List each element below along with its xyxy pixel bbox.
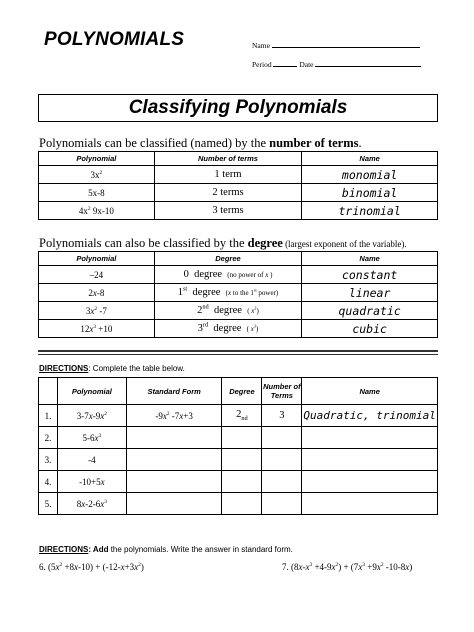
date-field[interactable]: [315, 59, 421, 67]
section-title: Classifying Polynomials: [128, 97, 348, 118]
directions-text: : Complete the table below.: [88, 364, 185, 373]
term-count-cell[interactable]: [262, 427, 302, 449]
row-number-cell: 5.: [39, 493, 58, 515]
terms-table: [38, 151, 438, 220]
table-row: [39, 471, 438, 493]
degree-cell[interactable]: [222, 427, 262, 449]
term-count-cell: 1 term: [154, 166, 302, 184]
intro-degree-text: Polynomials can also be classified by the: [39, 236, 248, 250]
table-row: [39, 202, 438, 220]
name-cell: linear: [302, 284, 438, 302]
table-row: [39, 166, 438, 184]
intro-degree-bold: degree: [247, 236, 283, 250]
degree-table: [38, 251, 438, 338]
standard-form-cell[interactable]: [126, 449, 222, 471]
table-row: [39, 405, 438, 427]
polynomial-cell: $3-7x-9x^2$: [57, 405, 126, 427]
degree-cell: 2nd degree ( $x^2$): [154, 302, 302, 320]
column-header: [39, 378, 58, 405]
name-cell[interactable]: Quadratic, trinomial: [302, 405, 438, 427]
table-row: [39, 266, 438, 284]
date-label: Date: [299, 60, 314, 69]
name-cell: cubic: [302, 320, 438, 338]
degree-cell[interactable]: $2_{nd}$: [222, 405, 262, 427]
problem-7: 7. $(8x-x^3 +4-9x^2) + (7x^3 +9x^2$ -10-8x): [282, 562, 413, 572]
column-header: Number of Terms: [262, 378, 302, 405]
intro-degree-small: (largest exponent of the variable).: [282, 239, 407, 249]
table-row: [39, 493, 438, 515]
degree-cell: 3rd degree ( $x^3$): [154, 320, 302, 338]
terms-table-header: [39, 152, 438, 166]
table-row: [39, 449, 438, 471]
table-row: [39, 302, 438, 320]
directions-text: the polynomials. Write the answer in standard form.: [108, 545, 293, 554]
polynomial-cell: $3x^2$ -7: [39, 302, 155, 320]
polynomial-cell: $12x^3 +10$: [39, 320, 155, 338]
directions-add: [39, 545, 293, 554]
intro-terms-text: Polynomials can be classified (named) by the: [39, 136, 270, 150]
directions-label: DIRECTIONS: [39, 364, 89, 373]
intro-terms-bold: number of terms: [269, 136, 359, 150]
polynomial-cell: $8x-2-6x^3$: [57, 493, 126, 515]
name-line: [252, 40, 420, 50]
degree-cell[interactable]: [222, 449, 262, 471]
standard-form-cell[interactable]: [126, 493, 222, 515]
polynomial-cell: -10+5x: [57, 471, 126, 493]
name-cell[interactable]: [302, 493, 438, 515]
name-cell: trinomial: [302, 202, 438, 220]
table-row: [39, 320, 438, 338]
standard-form-cell[interactable]: $-9x^2$ -7x+3: [126, 405, 222, 427]
column-header: Polynomial: [39, 252, 155, 266]
name-cell: quadratic: [302, 302, 438, 320]
polynomial-cell: -4: [57, 449, 126, 471]
intro-degree: [39, 236, 407, 251]
column-header: Number of terms: [154, 152, 302, 166]
name-cell: binomial: [302, 184, 438, 202]
term-count-cell[interactable]: [262, 493, 302, 515]
divider-thin: [38, 354, 438, 355]
column-header: Name: [302, 152, 438, 166]
column-header: Polynomial: [39, 152, 155, 166]
section-title-box: [38, 94, 438, 122]
polynomial-cell: $4x^2$ 9x-10: [39, 202, 155, 220]
period-field[interactable]: [273, 59, 297, 67]
name-cell[interactable]: [302, 471, 438, 493]
polynomial-cell: $3x^2$: [39, 166, 155, 184]
intro-terms-end: .: [358, 136, 362, 150]
polynomial-cell: 2x-8: [39, 284, 155, 302]
period-date-line: [252, 59, 421, 69]
table-row: [39, 184, 438, 202]
column-header: Degree: [154, 252, 302, 266]
table-row: [39, 284, 438, 302]
table-row: [39, 427, 438, 449]
degree-cell: 0 degree (no power of x ): [154, 266, 302, 284]
directions-complete-table: [39, 364, 185, 373]
column-header: Name: [302, 252, 438, 266]
standard-form-cell[interactable]: [126, 427, 222, 449]
row-number-cell: 1.: [39, 405, 58, 427]
term-count-cell[interactable]: 3: [262, 405, 302, 427]
divider-thick: [38, 350, 438, 352]
standard-form-cell[interactable]: [126, 471, 222, 493]
row-number-cell: 4.: [39, 471, 58, 493]
directions-label: DIRECTIONS: [39, 545, 89, 554]
name-cell: constant: [302, 266, 438, 284]
problem-6: 6. $(5x^2 +8x-10) + (-12-x+3x^2)$: [39, 562, 144, 572]
column-header: Polynomial: [57, 378, 126, 405]
degree-cell[interactable]: [222, 471, 262, 493]
row-number-cell: 3.: [39, 449, 58, 471]
degree-table-header: [39, 252, 438, 266]
degree-cell[interactable]: [222, 493, 262, 515]
practice-table-header: [39, 378, 438, 405]
column-header: Standard Form: [126, 378, 222, 405]
term-count-cell: 3 terms: [154, 202, 302, 220]
practice-table: [38, 377, 438, 515]
polynomial-cell: $5-6x^3$: [57, 427, 126, 449]
directions-add-bold: : Add: [88, 545, 109, 554]
term-count-cell[interactable]: [262, 449, 302, 471]
name-label: Name: [252, 41, 270, 50]
period-label: Period: [252, 60, 272, 69]
intro-terms: [39, 136, 362, 151]
term-count-cell[interactable]: [262, 471, 302, 493]
name-cell: monomial: [302, 166, 438, 184]
column-header: Degree: [222, 378, 262, 405]
name-field[interactable]: [272, 40, 420, 48]
degree-cell: 1st degree (x to the 1st power): [154, 284, 302, 302]
name-cell[interactable]: [302, 427, 438, 449]
page-title: POLYNOMIALS: [44, 29, 185, 50]
name-cell[interactable]: [302, 449, 438, 471]
polynomial-cell: 5x-8: [39, 184, 155, 202]
term-count-cell: 2 terms: [154, 184, 302, 202]
polynomial-cell: –24: [39, 266, 155, 284]
column-header: Name: [302, 378, 438, 405]
row-number-cell: 2.: [39, 427, 58, 449]
